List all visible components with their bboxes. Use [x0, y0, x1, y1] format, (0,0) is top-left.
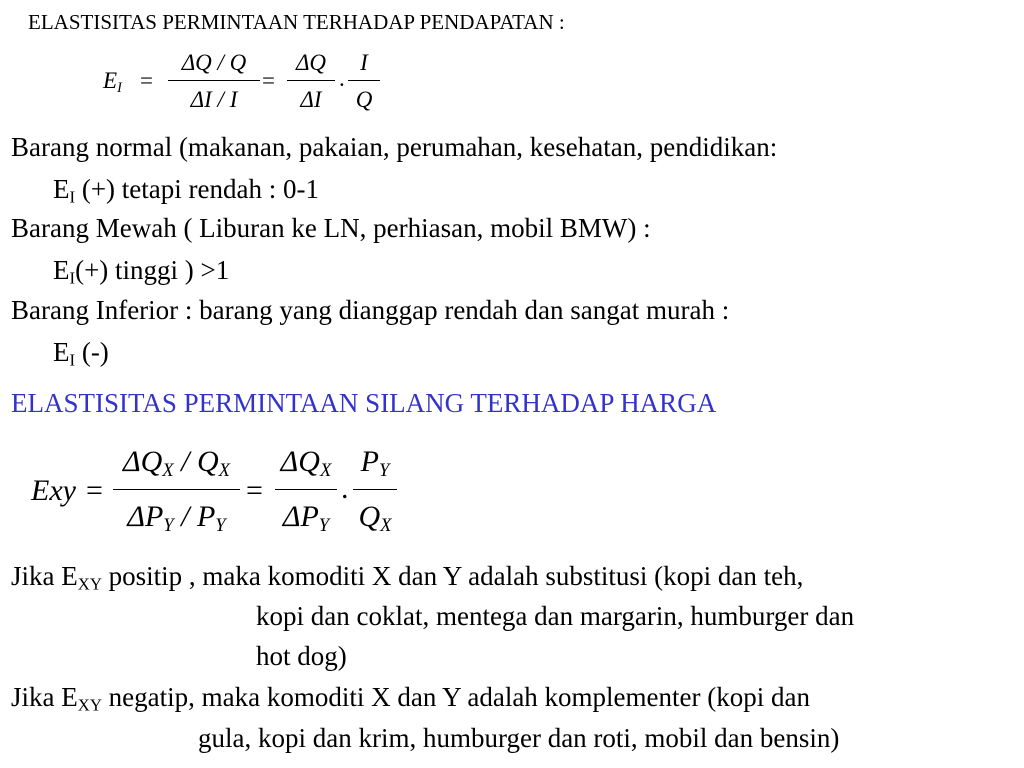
formula-frac1-line — [168, 80, 260, 81]
cross-formula-frac1-numerator: $\Delta Q_X / Q_X$ — [123, 445, 230, 482]
cross-formula-equals-2: = — [246, 474, 263, 507]
formula-frac2-denominator: ΔI — [300, 87, 322, 112]
positive-cross-elasticity-line2: kopi dan coklat, mentega dan margarin, humburger dan — [256, 601, 855, 631]
inferior-goods-elasticity: $E_I$ (-) — [53, 337, 109, 370]
cross-formula-frac1-denominator: $\Delta P_Y / P_Y$ — [127, 500, 226, 537]
positive-cross-elasticity-text: Jika $E_{XY}$ positip , maka komoditi X dan Y adalah substitusi (kopi dan teh, — [11, 561, 804, 594]
cross-formula-frac3-denominator: $Q_X$ — [358, 500, 392, 537]
formula-frac2-numerator: ΔQ — [295, 50, 327, 75]
negative-cross-elasticity-line2: gula, kopi dan krim, humburger dan roti, mobil dan bensin) — [198, 723, 840, 753]
formula-frac3-numerator: I — [360, 50, 368, 75]
cross-elasticity-heading: ELASTISITAS PERMINTAAN SILANG TERHADAP HARGA — [11, 388, 717, 418]
positive-cross-elasticity-line3: hot dog) — [256, 641, 347, 671]
formula-frac3-denominator: Q — [355, 87, 373, 112]
cross-formula-lhs: Exy — [31, 474, 76, 507]
inferior-goods-text: Barang Inferior : barang yang dianggap rendah dan sangat murah : — [11, 295, 730, 325]
formula-frac2-line — [287, 80, 335, 81]
income-elasticity-heading: ELASTISITAS PERMINTAAN TERHADAP PENDAPATAN : — [28, 10, 565, 34]
cross-formula-equals-1: = — [86, 474, 103, 507]
formula-frac1-denominator: ΔI / I — [190, 87, 238, 112]
cross-formula-frac2-numerator: $\Delta Q_X$ — [280, 445, 332, 482]
negative-cross-elasticity-text: Jika $E_{XY}$ negatip, maka komoditi X dan Y adalah komplementer (kopi dan — [11, 682, 810, 715]
formula-frac3-line — [348, 80, 380, 81]
cross-formula-frac1-line — [113, 489, 240, 490]
formula-dot: . — [339, 66, 345, 91]
cross-formula-frac3-numerator: $P_Y$ — [360, 445, 390, 482]
luxury-goods-elasticity: $E_I(+)$ tinggi ) >1 — [53, 255, 230, 288]
formula-lhs: $E_I$ — [103, 68, 122, 96]
formula-equals-2: = — [262, 68, 275, 93]
formula-equals-1: = — [140, 68, 153, 93]
cross-formula-frac3-line — [353, 489, 397, 490]
cross-formula-frac2-denominator: $\Delta P_Y$ — [282, 500, 330, 537]
luxury-goods-text: Barang Mewah ( Liburan ke LN, perhiasan, mobil BMW) : — [11, 213, 651, 243]
normal-goods-text: Barang normal (makanan, pakaian, perumahan, kesehatan, pendidikan: — [11, 132, 778, 162]
normal-goods-elasticity: $E_I$ (+) tetapi rendah : 0-1 — [53, 174, 319, 207]
cross-formula-dot: . — [341, 472, 349, 505]
formula-frac1-numerator: ΔQ / Q — [181, 50, 247, 75]
cross-formula-frac2-line — [275, 489, 337, 490]
